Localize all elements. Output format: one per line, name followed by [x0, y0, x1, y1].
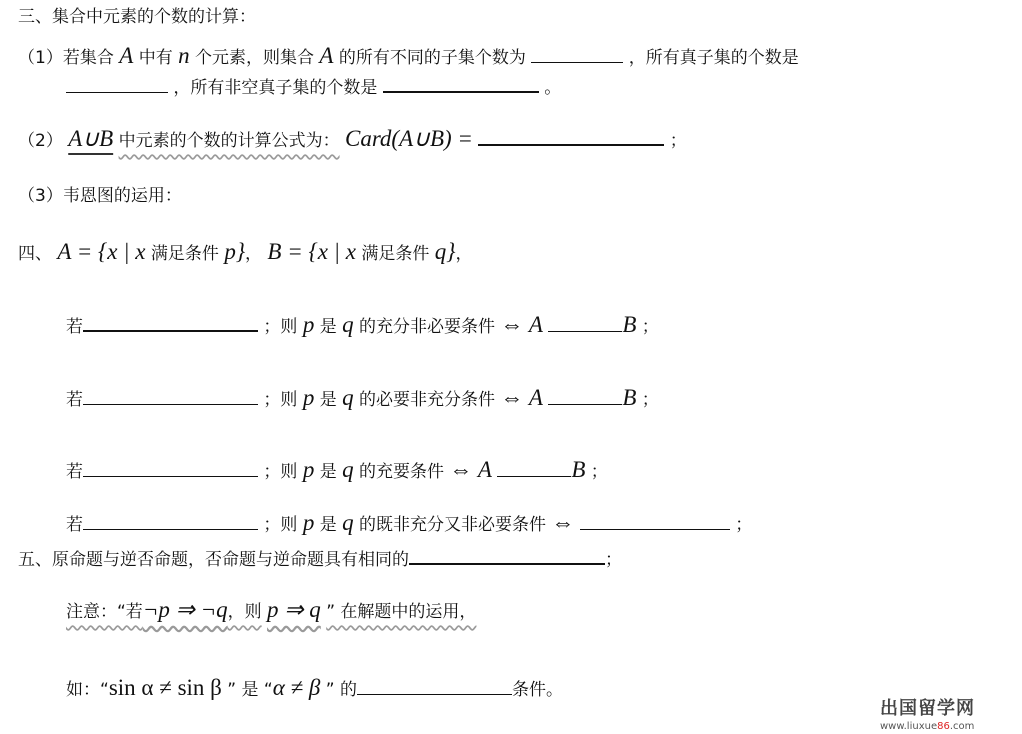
- section3-title: 三、集合中元素的个数的计算：: [18, 7, 256, 27]
- site-watermark: [880, 694, 975, 732]
- blank-row3-relation[interactable]: [497, 475, 571, 477]
- math-alpha-neq-beta: α ≠ β: [272, 675, 321, 700]
- item3-line: （3）韦恩图的运用：: [18, 186, 182, 206]
- row-neither: 若 ；则 p 是 q 的既非充分又非必要条件 ⇔ ；: [66, 510, 753, 535]
- iff-symbol: ⇔: [551, 510, 575, 535]
- math-card-formula: Card(A∪B) =: [344, 126, 473, 151]
- row-sufficient-not-necessary: 若 ；则 p 是 q 的充分非必要条件 ⇔ A B ；: [66, 312, 659, 337]
- iff-symbol: ⇔: [449, 457, 473, 482]
- item2-line: （2） A∪B 中元素的个数的计算公式为： Card(A∪B) = ；: [18, 126, 687, 151]
- blank-row4[interactable]: [83, 528, 258, 530]
- note-line: 注意：“若¬p ⇒ ¬q，则 p ⇒ q ” 在解题中的运用，: [66, 597, 477, 622]
- watermark-title: 出国留学网: [880, 698, 975, 719]
- blank-proper-subset-count[interactable]: [66, 91, 168, 93]
- blank-nonempty-proper-subset-count[interactable]: [383, 90, 539, 93]
- math-setB: B = {x | x: [267, 239, 356, 264]
- section4-title: 四、 A = {x | x 满足条件 p}， B = {x | x 满足条件 q}，: [18, 239, 473, 264]
- math-sin-inequality: sin α ≠ sin β: [108, 675, 222, 700]
- blank-same-truth[interactable]: [409, 562, 605, 565]
- iff-symbol: ⇔: [500, 385, 524, 410]
- math-setA: A = {x | x: [57, 239, 146, 264]
- math-A: A: [119, 43, 134, 68]
- blank-row4-relation[interactable]: [580, 528, 730, 530]
- item1-line1: （1）若集合 A 中有 n 个元素，则集合 A 的所有不同的子集个数为 ，所有真子集的个数是: [18, 43, 799, 68]
- row-necessary-and-sufficient: 若 ；则 p 是 q 的充要条件 ⇔ A B ；: [66, 457, 608, 482]
- blank-row2[interactable]: [83, 403, 258, 405]
- blank-row1-relation[interactable]: [548, 330, 622, 332]
- watermark-url: www.liuxue86.com: [880, 721, 975, 732]
- math-A-union-B: A∪B: [68, 126, 114, 151]
- math-not-p-implies-not-q: ¬p ⇒ ¬q: [142, 597, 228, 622]
- item1-line2: ，所有非空真子集的个数是 。: [66, 80, 561, 97]
- blank-condition-type[interactable]: [357, 693, 512, 695]
- section5-title: 五、原命题与逆否命题，否命题与逆命题具有相同的 ；: [18, 550, 622, 570]
- math-n: n: [178, 43, 190, 68]
- blank-row3[interactable]: [83, 475, 258, 477]
- blank-card-formula[interactable]: [478, 143, 664, 146]
- row-necessary-not-sufficient: 若 ；则 p 是 q 的必要非充分条件 ⇔ A B ；: [66, 385, 659, 410]
- blank-subset-count[interactable]: [531, 61, 623, 63]
- iff-symbol: ⇔: [500, 312, 524, 337]
- math-p-implies-q: p ⇒ q: [267, 597, 321, 622]
- blank-row1[interactable]: [83, 329, 258, 332]
- example-line: 如：“sin α ≠ sin β ” 是 “α ≠ β ” 的 条件。: [66, 675, 563, 700]
- math-A: A: [319, 43, 334, 68]
- blank-row2-relation[interactable]: [548, 403, 622, 405]
